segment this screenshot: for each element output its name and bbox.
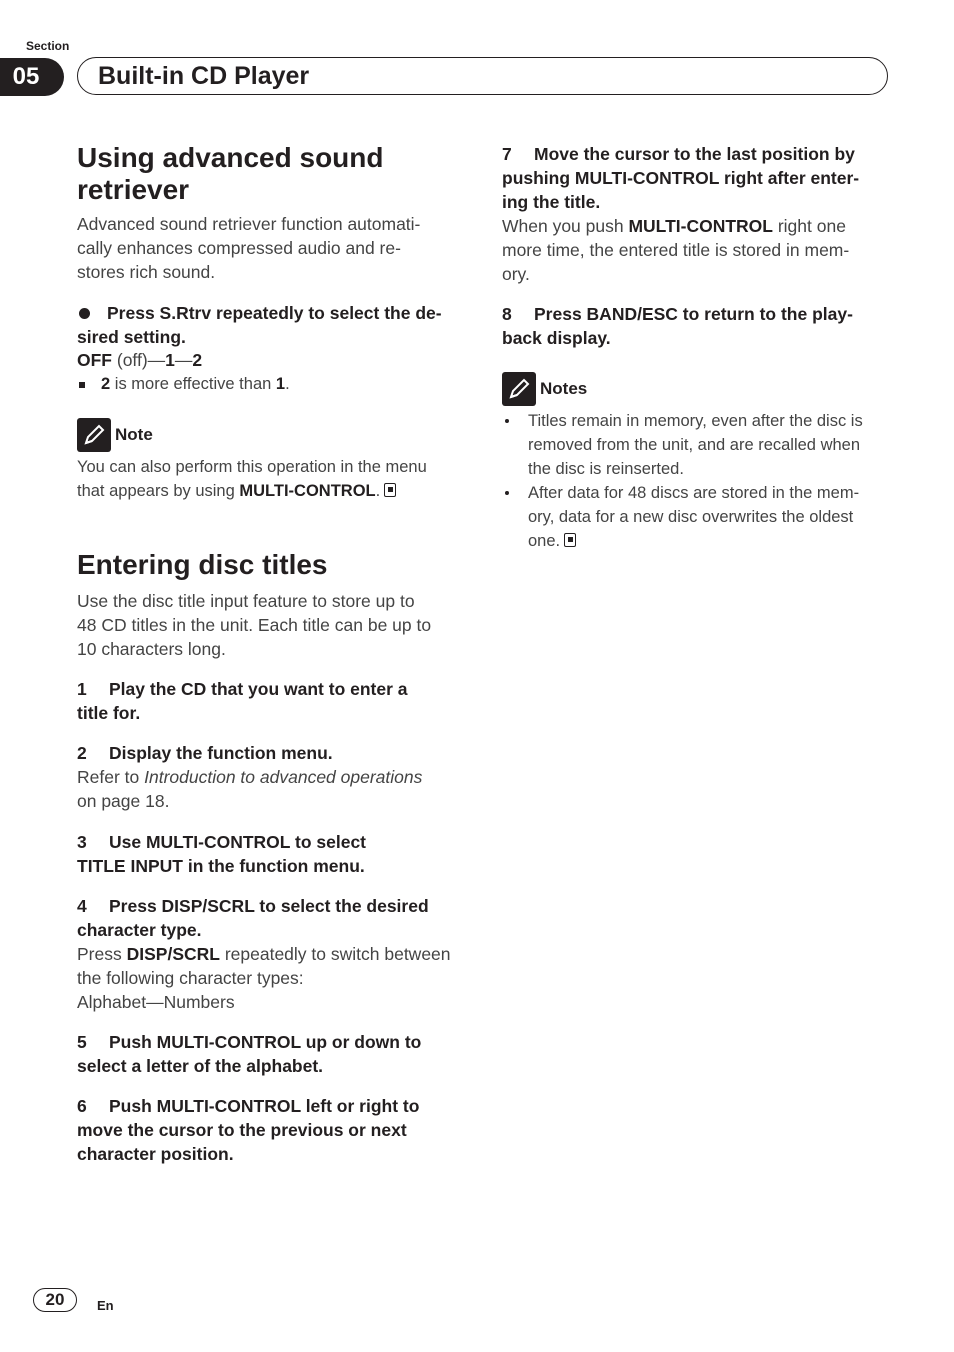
option-off: OFF: [77, 350, 112, 370]
step-text: Push MULTI-CONTROL up or down to: [109, 1032, 422, 1052]
asr-options: [77, 348, 202, 372]
end-mark-icon: [564, 533, 576, 547]
section-label: Section: [26, 39, 70, 53]
text-bold: DISP/SCRL: [126, 944, 220, 964]
notes-label: Notes: [540, 379, 588, 398]
step-number: 3: [77, 832, 87, 852]
pencil-note-icon: [77, 418, 111, 452]
step-text: title for.: [77, 703, 141, 723]
step-2-body: [77, 765, 422, 813]
note-label: Note: [115, 425, 153, 444]
text-span: that appears by using: [77, 482, 240, 500]
option-2: 2: [192, 350, 203, 370]
left-column: [77, 142, 469, 206]
page-title: Built-in CD Player: [98, 62, 310, 90]
edt-intro: [77, 589, 431, 661]
asr-intro: [77, 212, 420, 284]
step-text: select a letter of the alphabet.: [77, 1056, 324, 1076]
step-text: character position.: [77, 1144, 234, 1164]
text-bold: MULTI-CONTROL: [239, 482, 376, 500]
step-number: 1: [77, 679, 87, 699]
step-text: character type.: [77, 920, 202, 940]
step-text: ing the title.: [502, 192, 601, 212]
page-number: 20: [33, 1288, 77, 1312]
text-line: on page 18.: [77, 791, 170, 811]
text-span: .: [375, 482, 381, 500]
heading-line: Using advanced sound: [77, 142, 384, 173]
option-1: 1: [165, 350, 175, 370]
step-7: [502, 142, 859, 214]
text-line: Use the disc title input feature to store up to: [77, 591, 415, 611]
step-text: Use MULTI-CONTROL to select: [109, 832, 367, 852]
note-text: [77, 455, 427, 503]
step-text: Press BAND/ESC to return to the play-: [534, 304, 853, 324]
notes-header: [502, 372, 587, 406]
step-text: sired setting.: [77, 327, 186, 347]
step-text: Press DISP/SCRL to select the desired: [109, 896, 429, 916]
step-number: 6: [77, 1096, 87, 1116]
text-line: Advanced sound retriever function automati-: [77, 214, 421, 234]
step-text: Move the cursor to the last position by: [534, 144, 855, 164]
step-text: Push MULTI-CONTROL left or right to: [109, 1096, 420, 1116]
text-line: ory.: [502, 264, 530, 284]
step-3: [77, 830, 366, 878]
text-line: Alphabet—Numbers: [77, 992, 235, 1012]
text-line: 10 characters long.: [77, 639, 226, 659]
text-span: When you push: [502, 216, 629, 236]
text-span: Refer to: [77, 767, 145, 787]
step-text: pushing MULTI-CONTROL right after enter-: [502, 168, 860, 188]
text-line: removed from the unit, and are recalled when: [528, 436, 861, 454]
text-span: one.: [528, 532, 561, 550]
notes-list: [502, 409, 902, 553]
text-span: repeatedly to switch between: [219, 944, 451, 964]
step-number: 4: [77, 896, 87, 916]
text-line: ory, data for a new disc overwrites the oldest: [528, 508, 854, 526]
bullet-value: 1: [275, 375, 286, 393]
language-code: En: [97, 1298, 114, 1313]
step-number: 5: [77, 1032, 87, 1052]
dot-bullet-icon: [505, 491, 509, 495]
heading-line: retriever: [77, 174, 190, 205]
asr-instruction: [77, 301, 442, 349]
step-text: TITLE INPUT in the function menu.: [77, 856, 365, 876]
step-number: 2: [77, 743, 87, 763]
step-1: [77, 677, 408, 725]
bullet-text: is more effective than: [110, 375, 276, 393]
bullet-value: 2: [101, 375, 111, 393]
step-text: Display the function menu.: [109, 743, 333, 763]
dot-bullet-icon: [505, 419, 509, 423]
step-text: Press S.Rtrv repeatedly to select the de-: [107, 303, 442, 323]
step-number: 7: [502, 144, 512, 164]
text-line: stores rich sound.: [77, 262, 216, 282]
bullet-period: .: [285, 375, 290, 393]
step-6: [77, 1094, 419, 1166]
text-line: After data for 48 discs are stored in the mem-: [528, 484, 860, 502]
list-item: [502, 409, 902, 481]
text-line: the following character types:: [77, 968, 304, 988]
bullet-icon: [79, 308, 90, 319]
heading-advanced-sound-retriever: [77, 142, 469, 206]
text-line: Titles remain in memory, even after the disc is: [528, 412, 863, 430]
note-header: [77, 418, 153, 452]
text-span: Press: [77, 944, 127, 964]
text-bold: MULTI-CONTROL: [628, 216, 773, 236]
step-text: move the cursor to the previous or next: [77, 1120, 407, 1140]
step-text: back display.: [502, 328, 611, 348]
step-2: [77, 741, 333, 765]
asr-bullet: [79, 372, 290, 396]
text-line: 48 CD titles in the unit. Each title can be up to: [77, 615, 432, 635]
step-7-body: [502, 214, 849, 286]
text-line: You can also perform this operation in the menu: [77, 458, 427, 476]
text-line: cally enhances compressed audio and re-: [77, 238, 401, 258]
pencil-note-icon: [502, 372, 536, 406]
option-dash: —: [147, 350, 166, 370]
square-bullet-icon: [79, 382, 85, 388]
step-5: [77, 1030, 421, 1078]
text-span: right one: [772, 216, 846, 236]
text-line: more time, the entered title is stored in mem-: [502, 240, 850, 260]
end-mark-icon: [384, 483, 396, 497]
heading-entering-disc-titles: Entering disc titles: [77, 549, 328, 580]
step-text: Play the CD that you want to enter a: [109, 679, 408, 699]
step-4: [77, 894, 429, 942]
step-number: 8: [502, 304, 512, 324]
text-line: the disc is reinserted.: [528, 460, 684, 478]
option-off-desc: (off): [112, 350, 148, 370]
option-dash: —: [174, 350, 193, 370]
section-number-badge: 05: [0, 58, 64, 96]
step-4-body: [77, 942, 451, 1014]
step-8: [502, 302, 853, 350]
list-item: [502, 481, 902, 553]
cross-reference: Introduction to advanced operations: [144, 767, 423, 787]
